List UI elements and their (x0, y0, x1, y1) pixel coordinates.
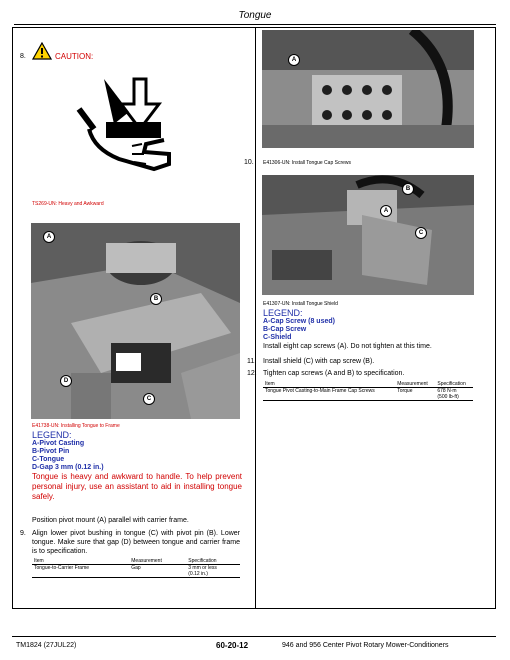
caution-label: CAUTION: (55, 52, 94, 61)
table-header: Specification (435, 381, 473, 388)
callout-a: A (288, 54, 300, 66)
table-cell: Tongue Pivot Casting-to-Main Frame Cap Screws (263, 388, 395, 401)
footer-rule (12, 636, 496, 637)
step-12-number: 12. (247, 370, 257, 377)
legend-item: D-Gap 3 mm (0.12 in.) (32, 464, 104, 471)
tongue-shield-photo (262, 175, 474, 295)
table-cell: 3 mm or less (0.12 in.) (186, 565, 240, 578)
legend-item: B-Cap Screw (263, 326, 307, 333)
step-9-text: Align lower pivot bushing in tongue (C) with pivot pin (B). Lower tongue. Make sure that gap (D) between tongue and carrier frame is to specification. (32, 530, 240, 555)
step-8-number: 8. (20, 53, 26, 60)
footer-left: TM1824 (27JUL22) (16, 642, 77, 649)
page-header-title: Tongue (238, 10, 272, 21)
table-cell: Gap (129, 565, 186, 578)
table-cell: 678 N·m (500 lb-ft) (435, 388, 473, 401)
table-header: Specification (186, 558, 240, 565)
capscrews-figure-caption: E41306-UN: Install Tongue Cap Screws (263, 160, 352, 166)
step-12-text: Tighten cap screws (A and B) to specification. (263, 370, 405, 377)
callout-b: B (402, 183, 414, 195)
position-text: Position pivot mount (A) parallel with carrier frame. (32, 517, 189, 524)
frame-legend-list (32, 440, 104, 472)
warning-text: Tongue is heavy and awkward to handle. To help prevent personal injury, use an assistant to aid in installing tongue safely. (32, 472, 242, 501)
shield-legend-list (263, 318, 335, 342)
crush-hazard-hand-icon (74, 74, 174, 179)
cap-screws-photo (262, 30, 474, 148)
footer-right: 946 and 956 Center Pivot Rotary Mower-Conditioners (282, 642, 449, 649)
table-header: Measurement (395, 381, 435, 388)
table-header: Item (32, 558, 129, 565)
shield-legend-title: LEGEND: (263, 308, 303, 318)
table-header: Measurement (129, 558, 186, 565)
legend-item: C-Tongue (32, 456, 65, 463)
step-11-number: 11. (247, 358, 257, 365)
column-divider (255, 27, 256, 609)
callout-a: A (43, 231, 55, 243)
callout-b: B (150, 293, 162, 305)
callout-c: C (415, 227, 427, 239)
caution-image-caption: TS269-UN: Heavy and Awkward (32, 201, 104, 207)
tongue-frame-photo (31, 223, 240, 419)
step-11-text: Install shield (C) with cap screw (B). (263, 358, 375, 365)
frame-figure-caption: E41738-UN: Installing Tongue to Frame (32, 423, 120, 429)
legend-item: A-Pivot Casting (32, 440, 85, 447)
footer-page-number: 60-20-12 (216, 641, 249, 650)
table-cell: Tongue-to-Carrier Frame (32, 565, 129, 578)
shield-figure-caption: E41307-UN: Install Tongue Shield (263, 301, 338, 307)
table-row (263, 388, 473, 401)
step-9-number: 9. (20, 530, 26, 537)
legend-item: B-Pivot Pin (32, 448, 70, 455)
spec-table-gap (32, 558, 240, 578)
header-rule (14, 24, 496, 25)
table-header: Item (263, 381, 395, 388)
callout-c: C (143, 393, 155, 405)
callout-a: A (380, 205, 392, 217)
callout-d: D (60, 375, 72, 387)
table-cell: Torque (395, 388, 435, 401)
step-10-number: 10. (244, 159, 254, 166)
spec-table-torque (263, 381, 473, 401)
frame-legend-title: LEGEND: (32, 430, 72, 440)
legend-item: C-Shield (263, 334, 292, 341)
legend-item: A-Cap Screw (8 used) (263, 318, 335, 325)
install-text: Install eight cap screws (A). Do not tighten at this time. (263, 343, 432, 350)
caution-triangle-icon (32, 42, 52, 65)
table-row (32, 565, 240, 578)
